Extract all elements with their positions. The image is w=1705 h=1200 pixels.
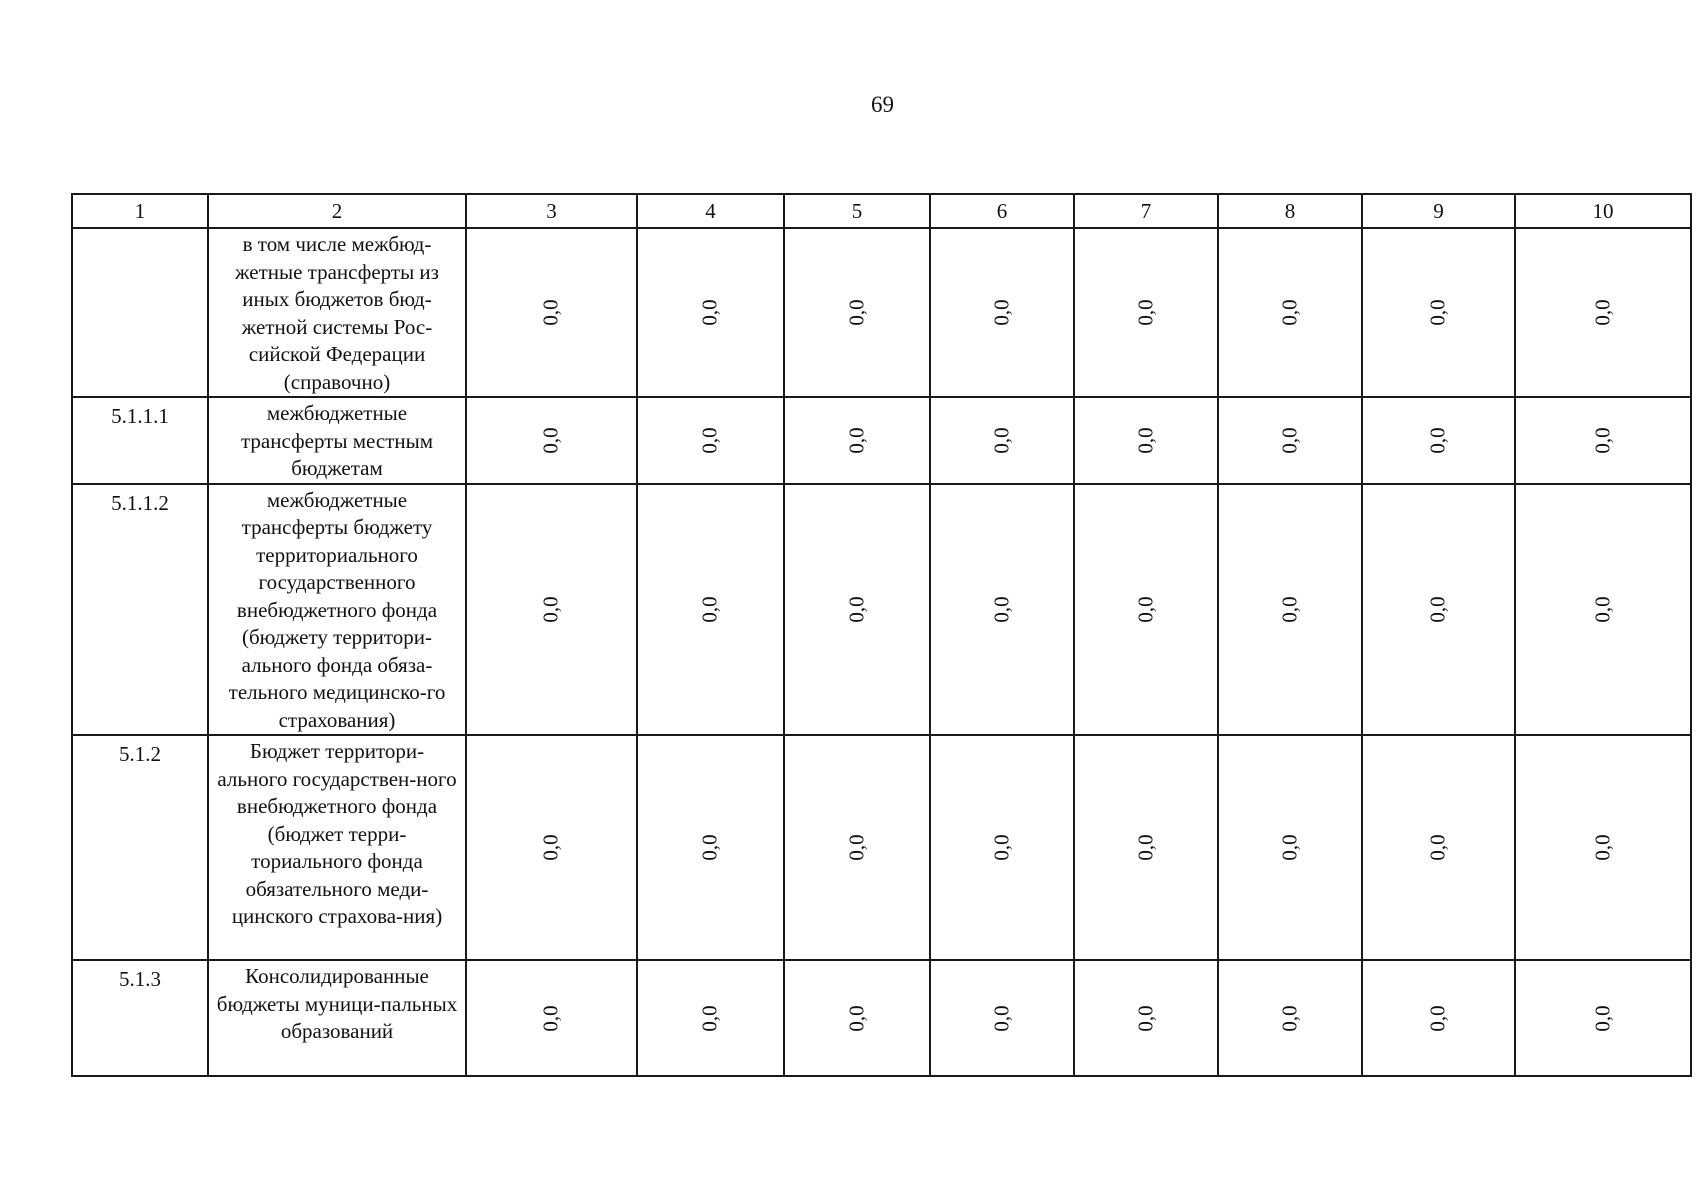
cell-value: 0,0: [1590, 299, 1615, 326]
value-cell: [784, 397, 930, 484]
cell-value: 0,0: [844, 596, 869, 623]
row-code: [72, 228, 208, 397]
column-header: 4: [637, 194, 784, 228]
cell-value: 0,0: [989, 299, 1014, 326]
value-cell: [1515, 228, 1691, 397]
cell-value: 0,0: [1277, 427, 1302, 454]
row-description: межбюджетные трансферты бюджету территориального государственного внебюджетного фонда (бюджету территори-ального фонда обяза-тельного медицинско-го страхования): [208, 484, 466, 736]
cell-value: 0,0: [844, 834, 869, 861]
value-cell: [637, 735, 784, 960]
value-cell: [930, 397, 1074, 484]
cell-value: 0,0: [844, 427, 869, 454]
table-row: [72, 960, 1691, 1076]
cell-value: 0,0: [698, 427, 722, 454]
table-row: [72, 484, 1691, 736]
cell-value: 0,0: [698, 596, 722, 623]
value-cell: [466, 960, 637, 1076]
cell-value: 0,0: [698, 1004, 722, 1032]
cell-value: 0,0: [539, 1004, 563, 1032]
value-cell: [930, 228, 1074, 397]
value-cell: [930, 484, 1074, 736]
row-description: межбюджетные трансферты местным бюджетам: [208, 397, 466, 484]
cell-value: 0,0: [698, 299, 722, 326]
value-cell: [784, 960, 930, 1076]
column-header: 2: [208, 194, 466, 228]
cell-value: 0,0: [539, 596, 563, 623]
value-cell: [466, 397, 637, 484]
column-header: 10: [1515, 194, 1691, 228]
value-cell: [930, 960, 1074, 1076]
cell-value: 0,0: [1277, 1004, 1302, 1032]
cell-value: 0,0: [1133, 299, 1158, 326]
cell-value: 0,0: [1590, 427, 1615, 454]
value-cell: [1218, 397, 1362, 484]
value-cell: [1218, 960, 1362, 1076]
table-row: [72, 397, 1691, 484]
column-header: 1: [72, 194, 208, 228]
cell-value: 0,0: [1277, 299, 1302, 326]
value-cell: [930, 735, 1074, 960]
value-cell: [637, 960, 784, 1076]
budget-table: [71, 193, 1692, 1077]
column-header: 9: [1362, 194, 1515, 228]
cell-value: 0,0: [1426, 834, 1450, 861]
value-cell: [1362, 960, 1515, 1076]
value-cell: [784, 228, 930, 397]
cell-value: 0,0: [989, 596, 1014, 623]
cell-value: 0,0: [1426, 427, 1450, 454]
cell-value: 0,0: [1133, 427, 1158, 454]
cell-value: 0,0: [989, 834, 1014, 861]
cell-value: 0,0: [1277, 834, 1302, 861]
value-cell: [1074, 228, 1218, 397]
value-cell: [784, 484, 930, 736]
cell-value: 0,0: [1133, 596, 1158, 623]
cell-value: 0,0: [989, 427, 1014, 454]
value-cell: [1074, 960, 1218, 1076]
value-cell: [1218, 735, 1362, 960]
cell-value: 0,0: [1590, 596, 1615, 623]
row-code: 5.1.1.1: [72, 397, 208, 484]
value-cell: [637, 484, 784, 736]
budget-table-container: [71, 193, 1690, 1077]
column-header: 3: [466, 194, 637, 228]
table-row: [72, 735, 1691, 960]
value-cell: [466, 228, 637, 397]
cell-value: 0,0: [539, 299, 563, 326]
cell-value: 0,0: [1590, 834, 1615, 861]
value-cell: [1074, 397, 1218, 484]
table-row: [72, 228, 1691, 397]
value-cell: [784, 735, 930, 960]
value-cell: [1515, 484, 1691, 736]
cell-value: 0,0: [989, 1004, 1014, 1032]
row-code: 5.1.1.2: [72, 484, 208, 736]
page-number: 69: [871, 92, 894, 117]
value-cell: [637, 228, 784, 397]
value-cell: [466, 735, 637, 960]
cell-value: 0,0: [1133, 834, 1158, 861]
value-cell: [466, 484, 637, 736]
cell-value: 0,0: [698, 834, 722, 861]
row-code: 5.1.2: [72, 735, 208, 960]
column-header: 7: [1074, 194, 1218, 228]
value-cell: [1515, 960, 1691, 1076]
cell-value: 0,0: [539, 427, 563, 454]
row-description: в том числе межбюд-жетные трансферты из иных бюджетов бюд-жетной системы Рос-сийской Федерации (справочно): [208, 228, 466, 397]
value-cell: [1218, 484, 1362, 736]
cell-value: 0,0: [844, 299, 869, 326]
row-description: Консолидированные бюджеты муници-пальных образований: [208, 960, 466, 1076]
value-cell: [637, 397, 784, 484]
cell-value: 0,0: [1590, 1004, 1615, 1032]
row-description: Бюджет территори-ального государствен-ного внебюджетного фонда (бюджет терри-ториального фонда обязательного меди-цинского страхова-ния): [208, 735, 466, 960]
value-cell: [1074, 735, 1218, 960]
value-cell: [1362, 484, 1515, 736]
value-cell: [1218, 228, 1362, 397]
row-code: 5.1.3: [72, 960, 208, 1076]
value-cell: [1362, 397, 1515, 484]
cell-value: 0,0: [539, 834, 563, 861]
cell-value: 0,0: [1426, 1004, 1450, 1032]
column-header: 6: [930, 194, 1074, 228]
cell-value: 0,0: [1133, 1004, 1158, 1032]
value-cell: [1362, 228, 1515, 397]
cell-value: 0,0: [844, 1004, 869, 1032]
value-cell: [1362, 735, 1515, 960]
column-header: 8: [1218, 194, 1362, 228]
header-row: [72, 194, 1691, 228]
cell-value: 0,0: [1426, 299, 1450, 326]
value-cell: [1515, 397, 1691, 484]
cell-value: 0,0: [1426, 596, 1450, 623]
column-header: 5: [784, 194, 930, 228]
cell-value: 0,0: [1277, 596, 1302, 623]
value-cell: [1515, 735, 1691, 960]
value-cell: [1074, 484, 1218, 736]
